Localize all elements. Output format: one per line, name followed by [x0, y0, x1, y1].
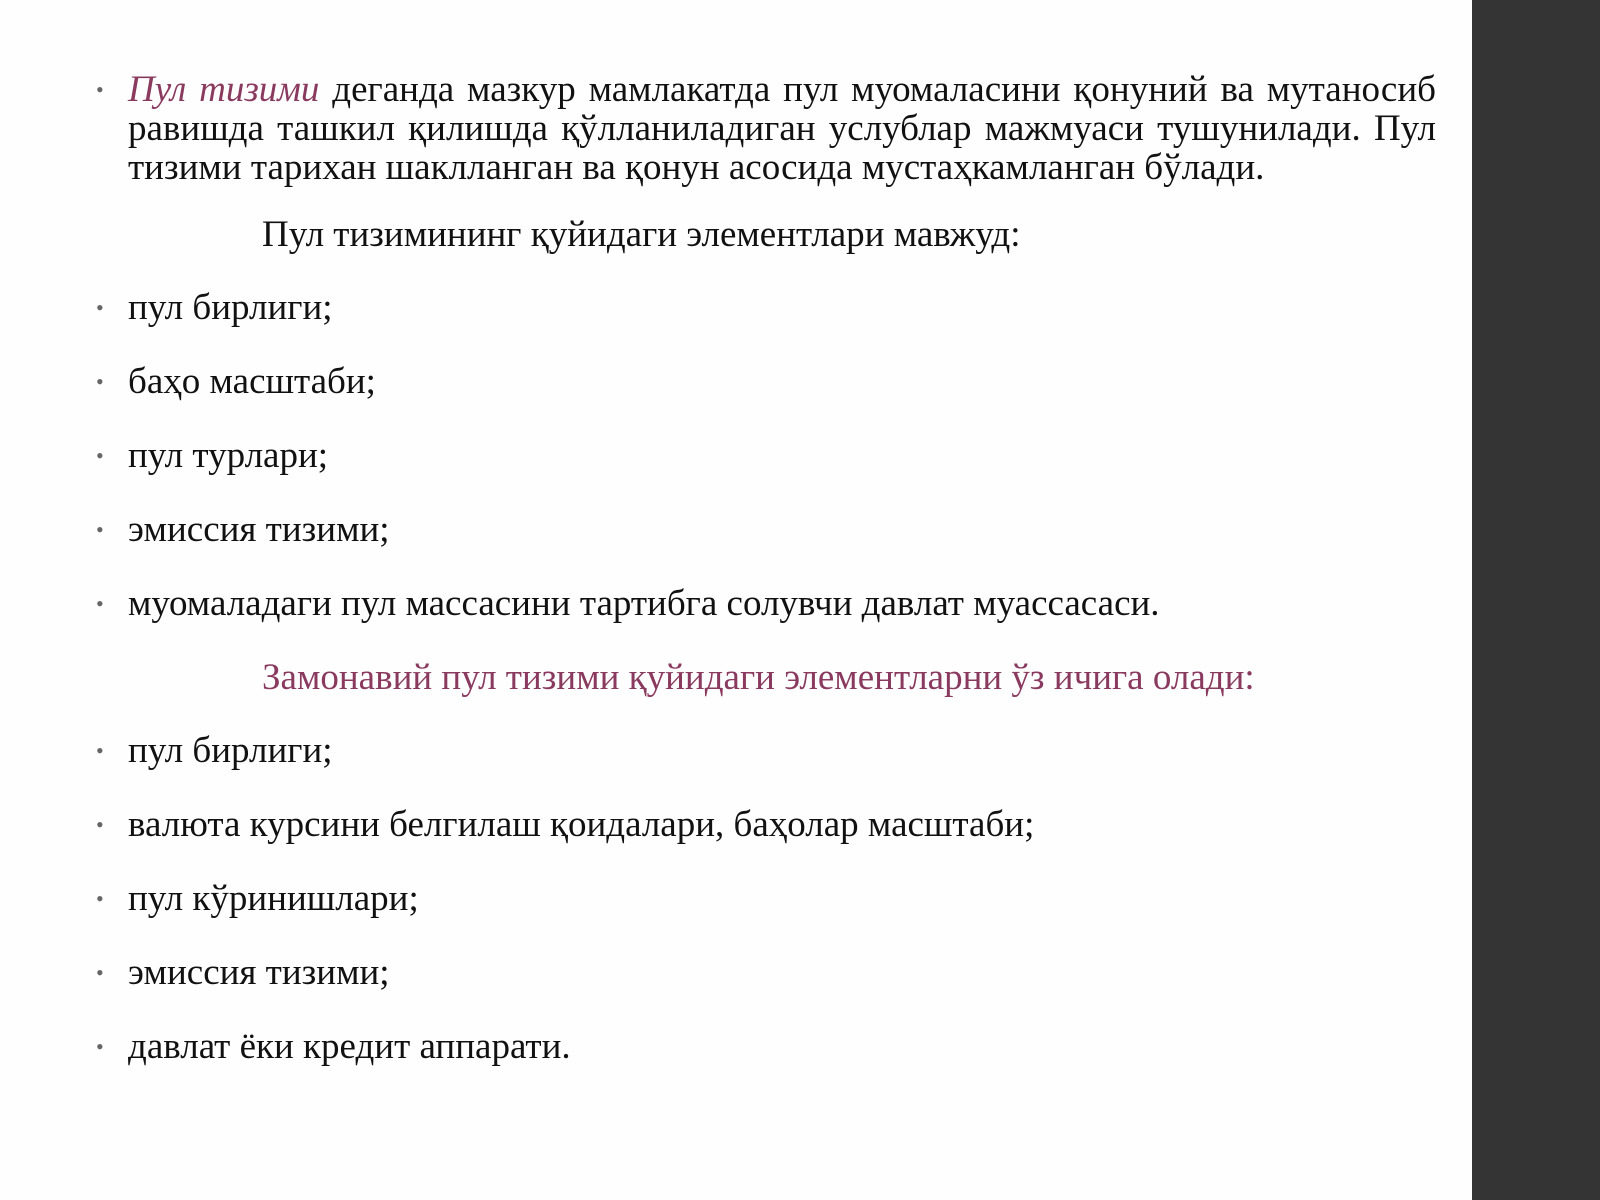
- list-item: [96, 436, 1436, 475]
- list-item-text: баҳо масштаби;: [128, 361, 376, 402]
- list-item-text: валюта курсини белгилаш қоидалари, баҳолар масштаби;: [128, 804, 1035, 845]
- bullet-icon: •: [96, 443, 104, 468]
- list-item-text: пул кўринишлари;: [128, 878, 419, 919]
- list-item: [96, 731, 1436, 770]
- bullet-icon: •: [96, 1034, 104, 1059]
- intro-term: Пул тизими: [128, 69, 320, 110]
- intro-text: деганда мазкур мамлакатда пул муомаласини қонуний ва мутаносиб равишда ташкил қилишда қўлланиладиган услублар мажмуаси тушунилади. Пул тизими тарихан шаклланган ва қонун асосида мустаҳкамланган бўлади.: [128, 69, 1436, 188]
- bullet-icon: •: [96, 295, 104, 320]
- bullet-icon: •: [96, 738, 104, 763]
- list-item: [96, 879, 1436, 918]
- list-item: [96, 1027, 1436, 1066]
- bullet-icon: •: [96, 591, 104, 616]
- intro-paragraph: [96, 70, 1436, 187]
- list-item: [96, 510, 1436, 549]
- list-item-text: давлат ёки кредит аппарати.: [128, 1026, 571, 1067]
- bullet-icon: •: [96, 812, 104, 837]
- list-item-text: пул турлари;: [128, 435, 329, 476]
- bullet-icon: •: [96, 960, 104, 985]
- right-sidebar-band: [1472, 0, 1600, 1200]
- list-item: [96, 805, 1436, 844]
- bullet-icon: •: [96, 77, 104, 102]
- bullet-icon: •: [96, 886, 104, 911]
- bullet-icon: •: [96, 517, 104, 542]
- list-item-text: муомаладаги пул массасини тартибга солувчи давлат муассасаси.: [128, 583, 1160, 624]
- heading-elements: Пул тизимининг қуйидаги элементлари мавжуд:: [262, 214, 1021, 255]
- list-item: [96, 362, 1436, 401]
- bullet-icon: •: [96, 369, 104, 394]
- slide-content: [96, 70, 1436, 1101]
- list-item-text: эмиссия тизими;: [128, 509, 390, 550]
- list-item: [96, 584, 1436, 623]
- list-item-text: пул бирлиги;: [128, 730, 333, 771]
- list-item-text: пул бирлиги;: [128, 287, 333, 328]
- list-item: [96, 953, 1436, 992]
- heading-modern-elements: Замонавий пул тизими қуйидаги элементларни ўз ичига олади:: [262, 657, 1255, 698]
- list-item: [96, 288, 1436, 327]
- list-item-text: эмиссия тизими;: [128, 952, 390, 993]
